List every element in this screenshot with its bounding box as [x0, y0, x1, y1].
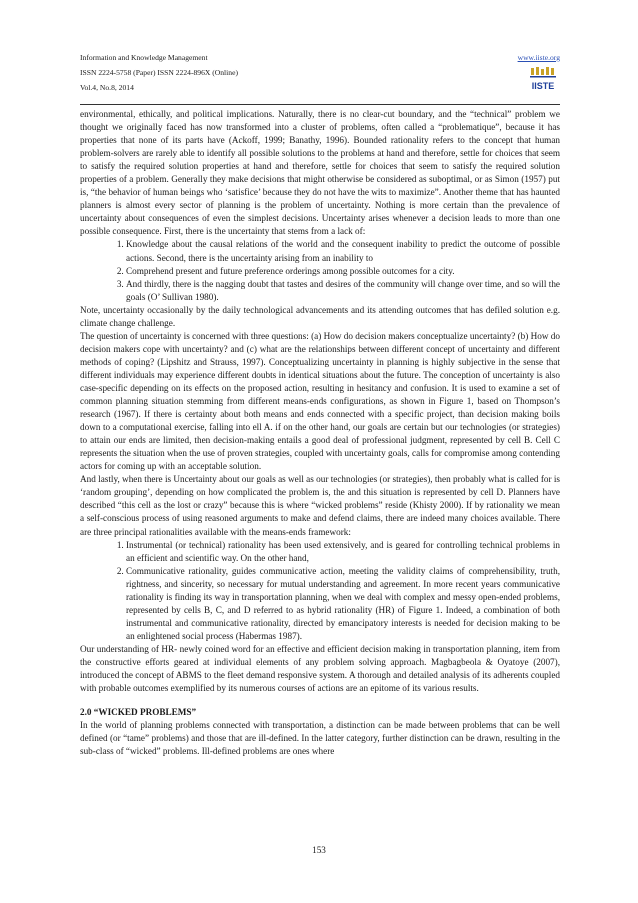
list-item: 1. Instrumental (or technical) rationality has been used extensively, and is geared for controlling technical problems in an efficient and scientific way. On the other hand, [126, 539, 560, 565]
paragraph: In the world of planning problems connected with transportation, a distinction can be made between problems that can be well defined (or “tame” problems) and those that are ill-defined. In the latter category, further distinction can be drawn, resulting in the sub-class of “wicked” problems. Ill-defined problems are ones where [80, 720, 560, 757]
uncertainty-list [80, 238, 560, 303]
issn-line: ISSN 2224-5758 (Paper) ISSN 2224-896X (Online) [80, 68, 238, 77]
paragraph: And lastly, when there is Uncertainty about our goals as well as our technologies (or strategies), then probably what is called for is ‘random grouping’, depending on how complicated the problem is, the and this situation is represented by cell D. Planners have described “this cell as the lost or crazy” because this is where “wicked problems” reside (Khisty 2000). If by rationality we mean a self-conscious process of using reasoned arguments to make and defend claims, there are indeed many choices available. There are three principal rationalities available with the means-ends framework: [80, 474, 560, 537]
page-number: 153 [312, 845, 326, 855]
paragraph: Our understanding of HR- newly coined word for an effective and efficient decision making in transportation planning, item from the constructive efforts geared at individual elements of any problem solving approach. Magbagbeola & Oyatoye (2007), introduced the concept of ABMS to the fleet demand responsive system. A thorough and detailed analysis of its adherents coupled with probable outcomes exemplified by its numerous courses of actions are an epitome of its various results. [80, 643, 560, 694]
section-heading: 2.0 “WICKED PROBLEMS” [80, 707, 197, 718]
list-item: 1. Knowledge about the causal relations of the world and the consequent inability to predict the outcome of possible actions. Second, there is the uncertainty arising from an inability to [126, 238, 560, 264]
rationality-list [80, 539, 560, 643]
journal-url-link[interactable]: www.iiste.org [517, 53, 560, 62]
list-item: 2. Communicative rationality, guides communicative action, meeting the validity claims of comprehensibility, truth, rightness, and sincerity, so necessary for mutual understanding and agreement. In more recent years communicative rationality is finding its way in transportation planning, when we deal with complex and messy open-ended problems, represented by cells B, C, and D referred to as hybrid rationality (HR) of Figure 1. Indeed, a combination of both instrumental and communicative rationality, directed by emancipatory interests is needed for decision making to be an enlightened social process (Habermas 1987). [126, 565, 560, 643]
page-header [80, 50, 560, 102]
paragraph: Note, uncertainty occasionally by the daily technological advancements and its attending outcomes that has defiled solution e.g. climate change challenge. [80, 304, 560, 328]
header-divider [80, 104, 560, 105]
paragraph: The question of uncertainty is concerned with three questions: (a) How do decision makers conceptualize uncertainty? (b) How do decision makers cope with uncertainty? and (c) what are the relationships between different concept of uncertainty and different methods of coping? (Lipshitz and Strauss, 1997). Conceptualizing uncertainty in planning is highly subjective in the sense that different individuals may experience different doubts in identical situations about the future. The conception of uncertainty is also case-specific depending on its effects on the proposed action, resulting in hesitancy and confusion. It is used to examine a set of common planning situation stemming from different means-ends configurations, as shown in Figure 1, based on Thompson’s research (1967). If there is certainty about both means and ends connected with a specific project, than decision making boils down to a computational exercise, falling into ell A. if on the other hand, our goals are certain but our technologies (or strategies) to attain our ends are limited, then decision-making entails a good deal of professional judgment, represented by cell B. Cell C represents the situation when the use of proven strategies, coupled with uncertainty goals, calls for compromise among contending actors for coming up with an acceptable solution. [80, 330, 560, 472]
logo-text: IISTE [531, 81, 555, 91]
iiste-logo-icon [528, 66, 558, 96]
list-item: 3. And thirdly, there is the nagging doubt that tastes and desires of the community will change over time, and so will the goals (O’ Sullivan 1980). [126, 278, 560, 304]
list-item: 2. Comprehend present and future preference orderings among possible outcomes for a city. [126, 265, 560, 278]
volume-line: Vol.4, No.8, 2014 [80, 83, 134, 92]
article-body [80, 108, 560, 758]
journal-name: Information and Knowledge Management [80, 53, 208, 62]
paragraph: environmental, ethically, and political implications. Naturally, there is no clear-cut boundary, and the “technical” problem we thought we originally faced has now transformed into a cluster of problems, often called a “problematique”, because it has properties that none of its parts have (Ackoff, 1999; Banathy, 1996). Bounded rationality refers to the concept that human problem-solvers are rarely able to identify all possible solutions to the problems at hand and therefore, settle for choices that seem to satisfy the required solution properties at hand and therefore, settle for choices that seem to satisfy the required solution properties of a problem. Generally they make decisions that might otherwise be considered as suboptimal, or as Simon (1957) put is, “the behavior of human beings who ‘satisfice’ because they do not have the wits to maximize”. Another theme that has haunted planners is almost every sector of planning is the problem of uncertainty. Nothing is more certain than the prevalence of uncertainty about consequences of even the simplest decisions. Uncertainty arises whenever a decision leads to more than one possible consequence. First, there is the uncertainty that stems from a lack of: [80, 109, 560, 237]
